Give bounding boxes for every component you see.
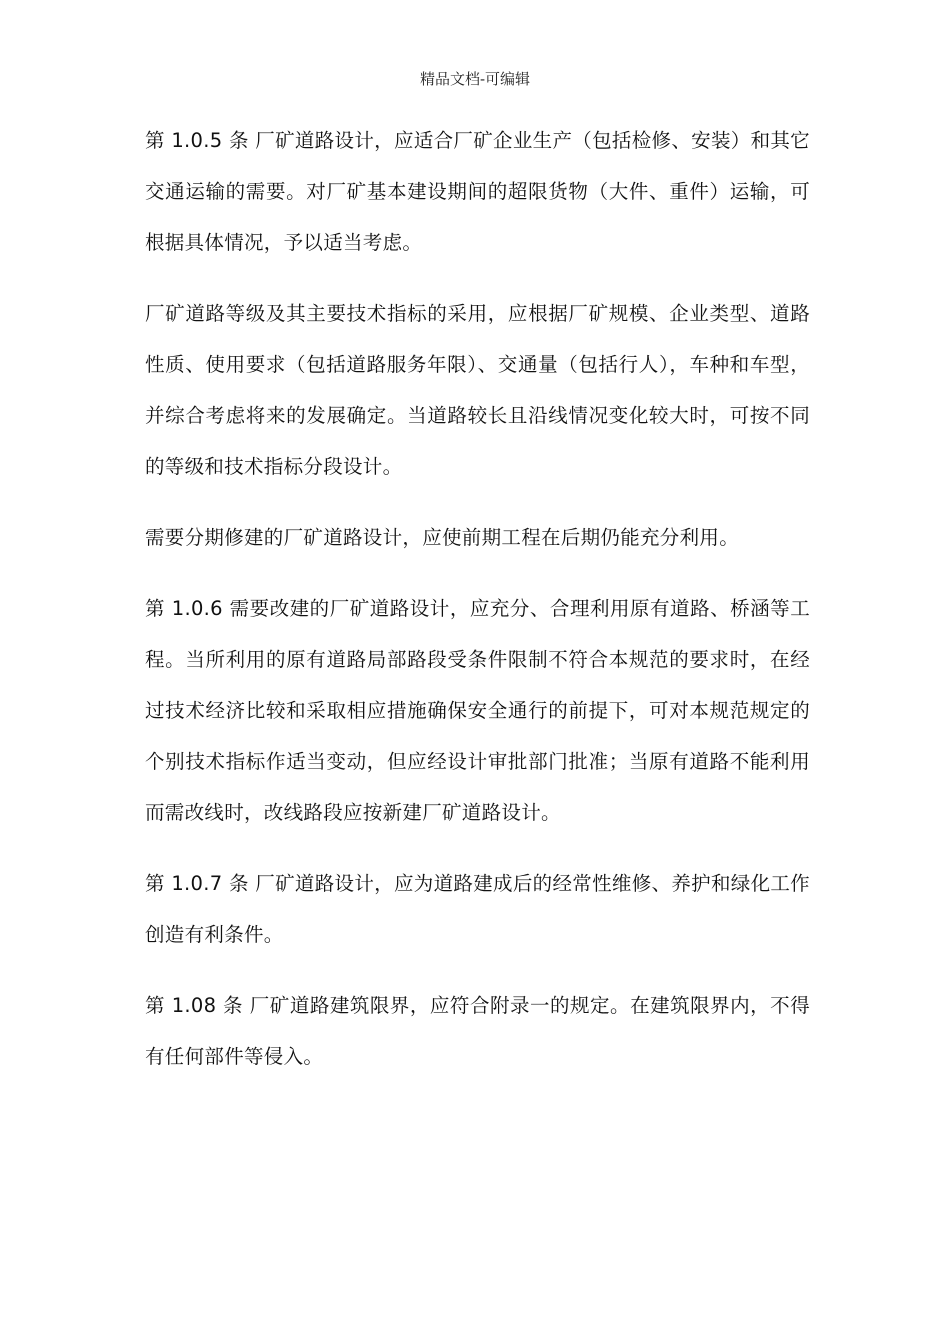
paragraph-road-grade: 厂矿道路等级及其主要技术指标的采用，应根据厂矿规模、企业类型、道路性质、使用要求（包括道路服务年限）、交通量（包括行人），车种和车型，并综合考虑将来的发展确定。当道路较长且沿线情况变化较大时，可按不同的等级和技术指标分段设计。 (145, 302, 810, 478)
page-header: 精品文档-可编辑 (419, 70, 531, 88)
paragraph-1-0-5: 第 1.0.5 条 厂矿道路设计，应适合厂矿企业生产（包括检修、安装）和其它交通运输的需要。对厂矿基本建设期间的超限货物（大件、重件）运输，可根据具体情况，予以适当考虑。 (145, 129, 810, 254)
paragraph-staged-construction: 需要分期修建的厂矿道路设计，应使前期工程在后期仍能充分利用。 (145, 526, 740, 549)
document-body (145, 115, 810, 1102)
paragraph-1-08: 第 1.08 条 厂矿道路建筑限界，应符合附录一的规定。在建筑限界内，不得有任何部件等侵入。 (145, 994, 810, 1068)
paragraph-1-0-6: 第 1.0.6 需要改建的厂矿道路设计，应充分、合理利用原有道路、桥涵等工程。当所利用的原有道路局部路段受条件限制不符合本规范的要求时，在经过技术经济比较和采取相应措施确保安全通行的前提下，可对本规范规定的个别技术指标作适当变动，但应经设计审批部门批准；当原有道路不能利用而需改线时，改线路段应按新建厂矿道路设计。 (145, 597, 810, 824)
paragraph-1-0-7: 第 1.0.7 条 厂矿道路设计，应为道路建成后的经常性维修、养护和绿化工作创造有利条件。 (145, 872, 810, 946)
